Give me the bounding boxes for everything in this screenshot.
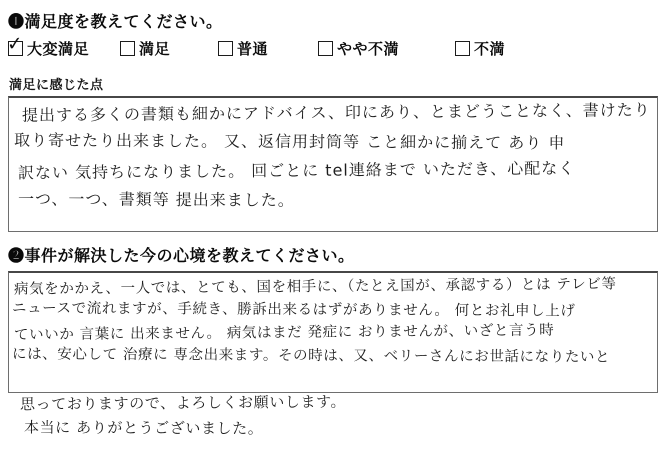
check-mark-icon: ✓ — [6, 32, 24, 56]
checkbox-icon — [120, 41, 135, 56]
checkbox-label: やや不満 — [337, 42, 400, 58]
handwritten-line: 思っておりますので、よろしくお願いします。 — [19, 392, 347, 414]
checkbox-option-dissatisfied[interactable] — [455, 38, 505, 59]
checkbox-option-neutral[interactable] — [218, 38, 268, 59]
checkbox-checked-icon — [6, 32, 24, 56]
handwritten-line: 取り寄せたり出来ました。 又、返信用封筒等 こと細かに揃えて あり 申 — [13, 130, 566, 153]
checkbox-icon — [318, 41, 333, 56]
question1-heading: ❶満足度を教えてください。 — [8, 14, 223, 31]
question2-heading: ❷事件が解決した今の心境を教えてください。 — [8, 248, 355, 265]
answer1-box-label: 満足に感じた点 — [9, 77, 104, 92]
handwritten-line: ていいか 言葉に 出来ません。 病気はまだ 発症に おりませんが、いざと言う時 — [13, 322, 555, 344]
checkbox-label: 不満 — [474, 42, 506, 58]
handwritten-line: には、安心して 治療に 専念出来ます。その時は、又、ベリーさんにお世話になりたいと — [11, 346, 611, 366]
handwritten-line: 一つ、一つ、書類等 提出来ました。 — [17, 189, 295, 210]
checkbox-label: 普通 — [237, 42, 269, 58]
handwritten-line: 提出する多くの書類も細かにアドバイス、印にあり、とまどうことなく、書けたり — [21, 100, 651, 125]
handwritten-line: 訳ない 気持ちになりました。 回ごとに tel連絡まで いただき、心配なく — [17, 158, 576, 183]
handwritten-line: 本当に ありがとうございました。 — [23, 418, 264, 438]
checkbox-option-satisfied[interactable] — [120, 38, 170, 59]
checkbox-icon — [455, 41, 470, 56]
checkbox-icon — [218, 41, 233, 56]
handwritten-line: 病気をかかえ、一人では、とても、国を相手に、（たとえ国が、承認する）とは テレビ等 — [13, 276, 617, 298]
handwritten-line: ニュースで流れますが、手続き、勝訴出来るはずがありません。 何とお礼申し上げ — [11, 300, 576, 320]
checkbox-option-very-satisfied[interactable] — [6, 32, 90, 59]
checkbox-option-somewhat-dissatisfied[interactable] — [318, 38, 399, 59]
checkbox-label: 大変満足 — [27, 42, 90, 58]
checkbox-label: 満足 — [139, 42, 171, 58]
